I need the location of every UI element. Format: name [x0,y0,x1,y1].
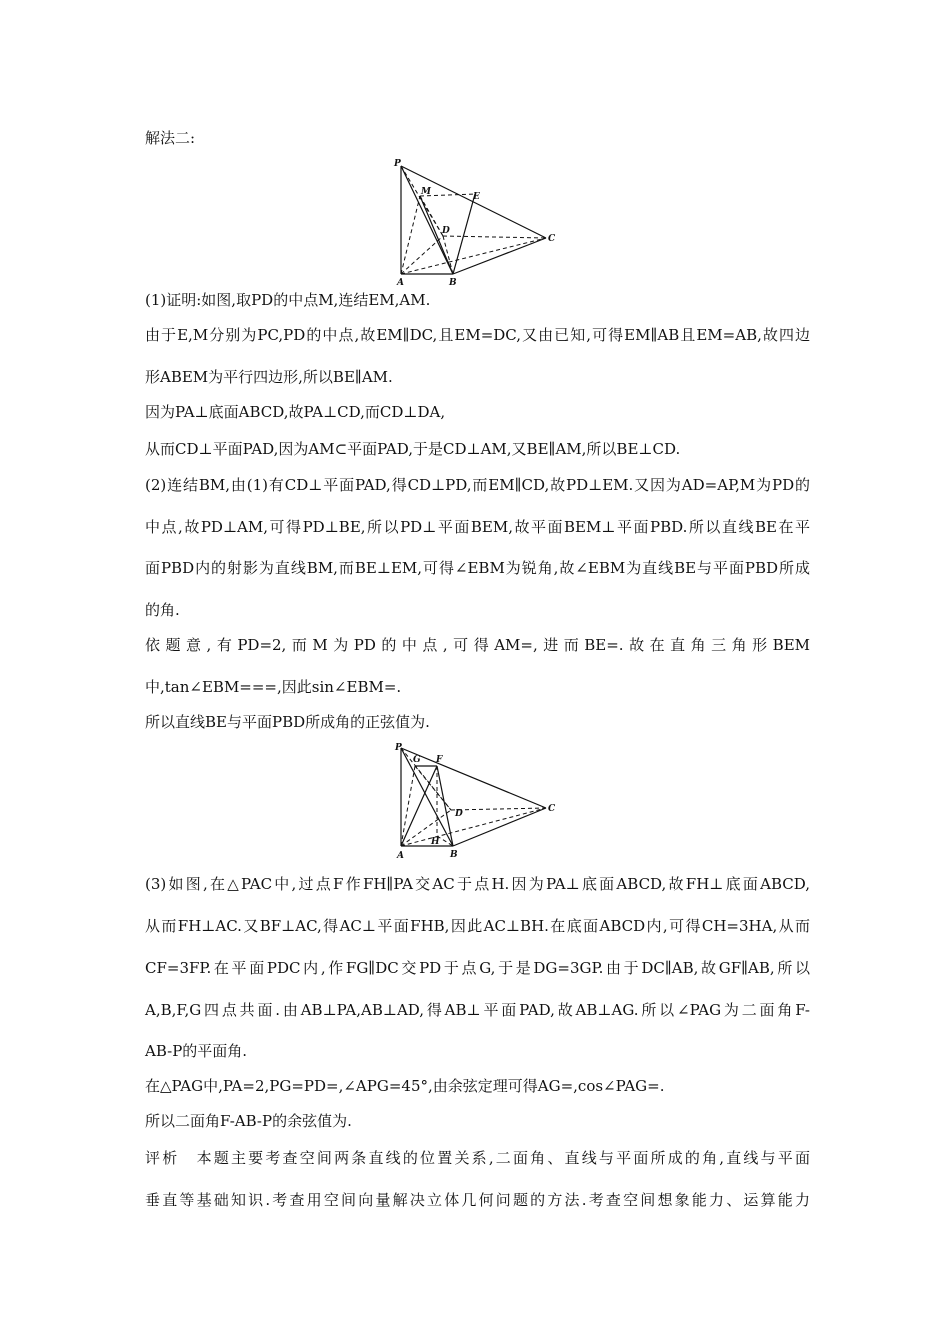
text-line-11: 中,tan∠EBM===,因此sin∠EBM=. [145,678,402,696]
text-line-16: A,B,F,G四点共面.由AB⊥PA,AB⊥AD,得AB⊥平面PAD,故AB⊥AG.所以∠PAG为二面角F- [145,1001,810,1019]
label-E: E [473,192,480,202]
label-M: M [421,187,431,197]
text-line-6: (2)连结BM,由(1)有CD⊥平面PAD,得CD⊥PD,而EM∥CD,故PD⊥EM.又因为AD=AP,M为PD的 [145,476,810,494]
text-line-1: (1)证明:如图,取PD的中点M,连结EM,AM. [145,291,431,309]
text-line-10: 依题意,有PD=2,而M为PD的中点,可得AM=,进而BE=.故在直角三角形BEM [145,636,810,654]
text-line-7: 中点,故PD⊥AM,可得PD⊥BE,所以PD⊥平面BEM,故平面BEM⊥平面PBD.所以直线BE在平 [145,518,810,536]
text-line-15: CF=3FP.在平面PDC内,作FG∥DC交PD于点G,于是DG=3GP.由于DC∥AB,故GF∥AB,所以 [145,959,810,977]
figure-pyramid-2 [393,740,558,862]
label-C: C [548,234,556,244]
text-line-12: 所以直线BE与平面PBD所成角的正弦值为. [145,713,430,731]
text-line-13: (3)如图,在△PAC中,过点F作FH∥PA交AC于点H.因为PA⊥底面ABCD,故FH⊥底面ABCD, [145,875,810,893]
text-line-8: 面PBD内的射影为直线BM,而BE⊥EM,可得∠EBM为锐角,故∠EBM为直线BE与平面PBD所成 [145,559,810,577]
label-P: P [394,159,401,169]
text-line-4: 因为PA⊥底面ABCD,故PA⊥CD,而CD⊥DA, [145,403,446,421]
label-A: A [397,851,404,861]
text-line-20: 评析 本题主要考查空间两条直线的位置关系,二面角、直线与平面所成的角,直线与平面 [145,1149,810,1167]
text-line-2: 由于E,M分别为PC,PD的中点,故EM∥DC,且EM=DC,又由已知,可得EM∥AB且EM=AB,故四边 [145,326,810,344]
text-line-14: 从而FH⊥AC.又BF⊥AC,得AC⊥平面FHB,因此AC⊥BH.在底面ABCD内,可得CH=3HA,从而 [145,917,810,935]
label-B: B [449,278,457,288]
text-line-21: 垂直等基础知识.考查用空间向量解决立体几何问题的方法.考查空间想象能力、运算能力 [145,1191,810,1209]
text-line-3: 形ABEM为平行四边形,所以BE∥AM. [145,368,393,386]
label-A: A [397,278,404,288]
text-line-19: 所以二面角F-AB-P的余弦值为. [145,1112,352,1130]
label-D: D [455,809,463,819]
label-C: C [548,804,556,814]
text-line-5: 从而CD⊥平面PAD,因为AM⊂平面PAD,于是CD⊥AM,又BE∥AM,所以BE⊥CD. [145,440,681,458]
solution-heading: 解法二: [145,129,196,147]
label-H: H [431,837,440,847]
label-P: P [395,743,402,753]
label-D: D [442,226,450,236]
text-line-17: AB-P的平面角. [145,1042,248,1060]
label-B: B [450,850,458,860]
text-line-18: 在△PAG中,PA=2,PG=PD=,∠APG=45°,由余弦定理可得AG=,cos∠PAG=. [145,1077,665,1095]
text-line-9: 的角. [145,601,180,619]
label-G: G [413,755,421,765]
figure-pyramid-1 [393,158,558,290]
label-F: F [436,755,443,765]
